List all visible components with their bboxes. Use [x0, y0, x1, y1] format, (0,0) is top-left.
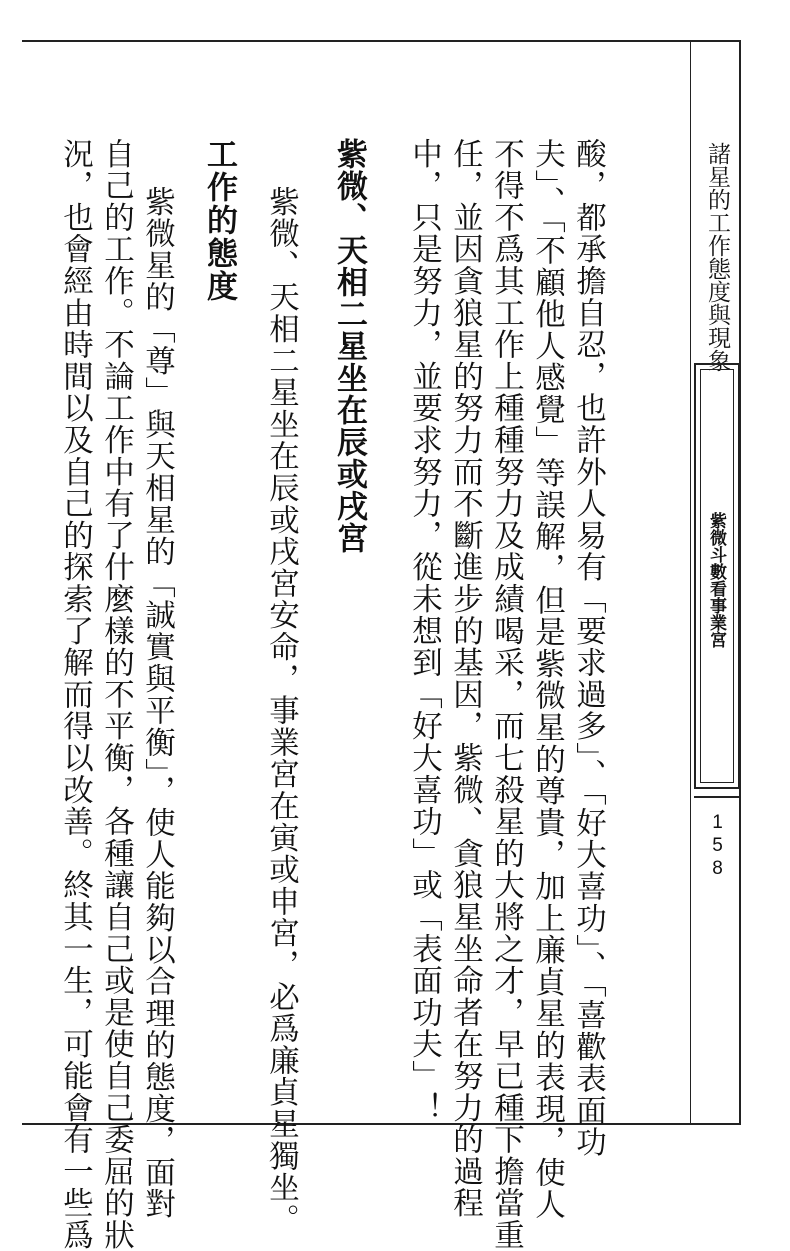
section-heading: 紫微、天相二星坐在辰或戌宮: [331, 138, 367, 554]
page-number-rule: [694, 796, 740, 798]
body-column-7: 紫微、天相二星坐在辰或戌宮安命，事業宮在寅或申宮，必爲廉貞星獨坐。: [263, 186, 299, 1236]
body-column-9: 紫微星的「尊」與天相星的「誠實與平衡」，使人能夠以合理的態度，面對: [139, 186, 175, 1221]
top-rule: [22, 40, 740, 42]
body-column-3: 不得不爲其工作上種種努力及成績喝采，而七殺星的大將之才，早已種下擔當重: [488, 138, 524, 1251]
page-number: 158: [707, 812, 728, 881]
running-head: 諸星的工作態度與現象: [704, 142, 730, 372]
body-column-4: 任，並因貪狼星的努力而不斷進步的基因，紫微、貪狼星坐命者在努力的過程: [447, 138, 483, 1220]
sidebar-rule: [690, 40, 691, 1125]
body-column-2: 夫」、「不顧他人感覺」等誤解，但是紫微星的尊貴，加上廉貞星的表現，使人: [529, 138, 565, 1221]
body-column-10: 自己的工作。不論工作中有了什麼樣的不平衡，各種讓自己或是使自己委屈的狀: [98, 138, 134, 1251]
chapter-title: 紫微斗數看事業宮: [706, 512, 726, 648]
body-column-5: 中，只是努力，並要求努力，從未想到「好大喜功」或「表面功夫」！: [406, 138, 442, 1124]
body-column-1: 酸，都承擔自忍，也許外人易有「要求過多」、「好大喜功」、「喜歡表面功: [570, 138, 606, 1159]
subsection-heading: 工作的態度: [201, 138, 237, 303]
body-column-11: 況，也會經由時間以及自己的探索了解而得以改善。終其一生，可能會有一些爲: [57, 138, 93, 1251]
